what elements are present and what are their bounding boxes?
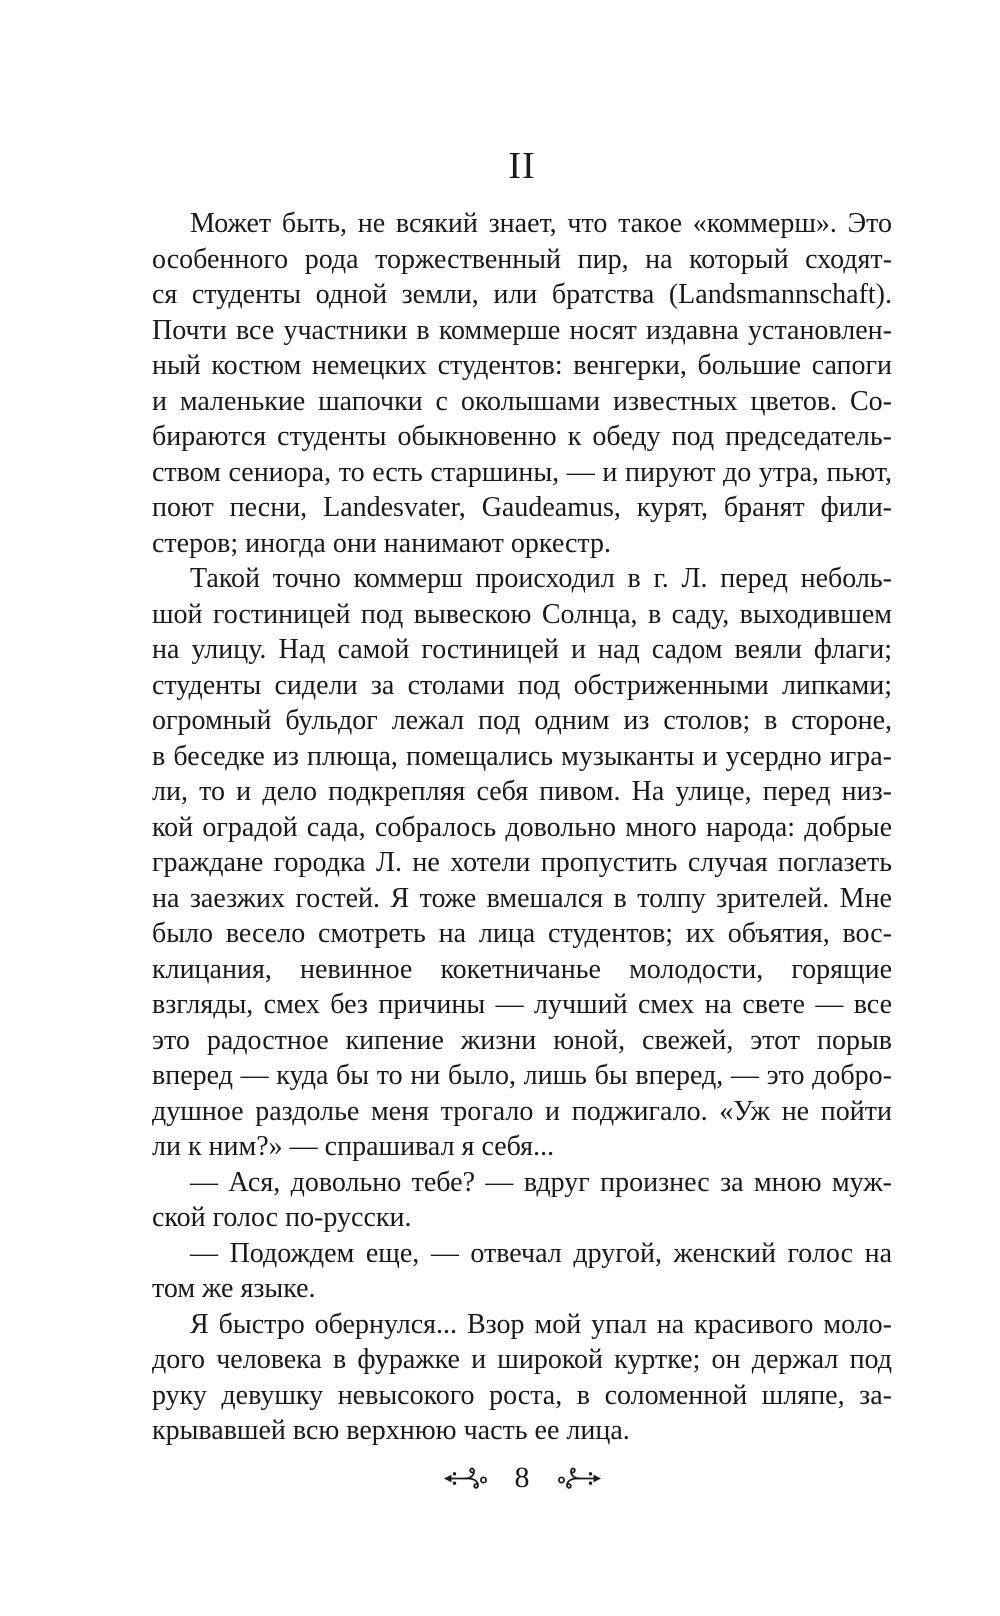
text-line: бираются студенты обыкновенно к обеду под председатель-: [152, 421, 892, 452]
text-line: поют песни, Landesvater, Gaudeamus, курят, бранят фили-: [152, 492, 892, 523]
text-line: огромный бульдог лежал под одним из столов; в стороне,: [152, 705, 892, 736]
text-line: ли, то и дело подкрепляя себя пивом. На улице, перед низ-: [152, 776, 892, 807]
page-number: 8: [514, 1460, 530, 1494]
text-line: студенты сидели за столами под обстриженными липками;: [152, 669, 892, 701]
text-line: ный костюм немецких студентов: венгерки, большие сапоги: [152, 350, 892, 381]
text-line: том же языке.: [152, 1273, 316, 1304]
fleuron-left-icon: [443, 1464, 489, 1492]
page-body: [152, 206, 892, 1449]
text-line: ской голос по-русски.: [152, 1202, 412, 1233]
text-line: это радостное кипение жизни юной, свежей, этот порыв: [152, 1024, 892, 1056]
paragraph: [152, 1165, 892, 1236]
text-line: Я быстро обернулся... Взор мой упал на красивого моло-: [190, 1308, 892, 1340]
paragraph: [152, 1307, 892, 1449]
text-line: стеров; иногда они нанимают оркестр.: [152, 527, 611, 559]
text-line: шой гостиницей под вывескою Солнца, в саду, выходившем: [152, 598, 892, 630]
page-footer: [152, 1460, 892, 1494]
text-line: в беседке из плюща, помещались музыканты и усердно игра-: [152, 740, 892, 772]
text-column: [152, 0, 892, 1493]
text-line: дого человека в фуражке и широкой куртке; он держал под: [152, 1344, 892, 1375]
paragraph: [152, 561, 892, 1165]
paragraph: [152, 206, 892, 561]
text-line: руку девушку невысокого роста, в соломенной шляпе, за-: [152, 1379, 892, 1411]
text-line: ли к ним?» — спрашивал я себя...: [152, 1131, 555, 1162]
text-line: ством сениора, то есть старшины, — и пируют до утра, пьют,: [152, 456, 892, 488]
text-line: вперед — куда бы то ни было, лишь бы вперед, — это добро-: [152, 1060, 892, 1091]
text-line: было весело смотреть на лица студентов; их объятия, вос-: [152, 918, 892, 949]
text-line: и маленькие шапочки с околышами известных цветов. Со-: [152, 385, 892, 417]
text-line: взгляды, смех без причины — лучший смех на свете — все: [152, 989, 892, 1020]
text-line: — Ася, довольно тебе? — вдруг произнес за мною муж-: [190, 1166, 892, 1198]
text-line: ся студенты одной земли, или братства (Landsmannschaft).: [152, 279, 892, 310]
text-line: — Подождем еще, — отвечал другой, женский голос на: [190, 1237, 892, 1269]
chapter-heading: II: [508, 145, 536, 187]
text-line: на улицу. Над самой гостиницей и над садом веяли флаги;: [152, 634, 892, 665]
text-line: Может быть, не всякий знает, что такое «коммерш». Это: [190, 208, 892, 239]
text-line: Такой точно коммерш происходил в г. Л. перед неболь-: [190, 563, 892, 594]
text-line: крывавшей всю верхнюю часть ее лица.: [152, 1415, 630, 1446]
fleuron-right-icon: [556, 1464, 602, 1492]
text-line: клицания, невинное кокетничанье молодости, горящие: [152, 953, 892, 985]
text-line: особенного рода торжественный пир, на который сходят-: [152, 243, 892, 275]
text-line: граждане городка Л. не хотели пропустить случая поглазеть: [152, 847, 892, 878]
text-line: на заезжих гостей. Я тоже вмешался в толпу зрителей. Мне: [152, 882, 892, 914]
text-line: кой оградой сада, собралось довольно много народа: добрые: [152, 811, 892, 843]
text-line: Почти все участники в коммерше носят издавна установлен-: [152, 314, 892, 346]
text-line: душное раздолье меня трогало и поджигало. «Уж не пойти: [152, 1095, 892, 1127]
paragraph: [152, 1236, 892, 1307]
